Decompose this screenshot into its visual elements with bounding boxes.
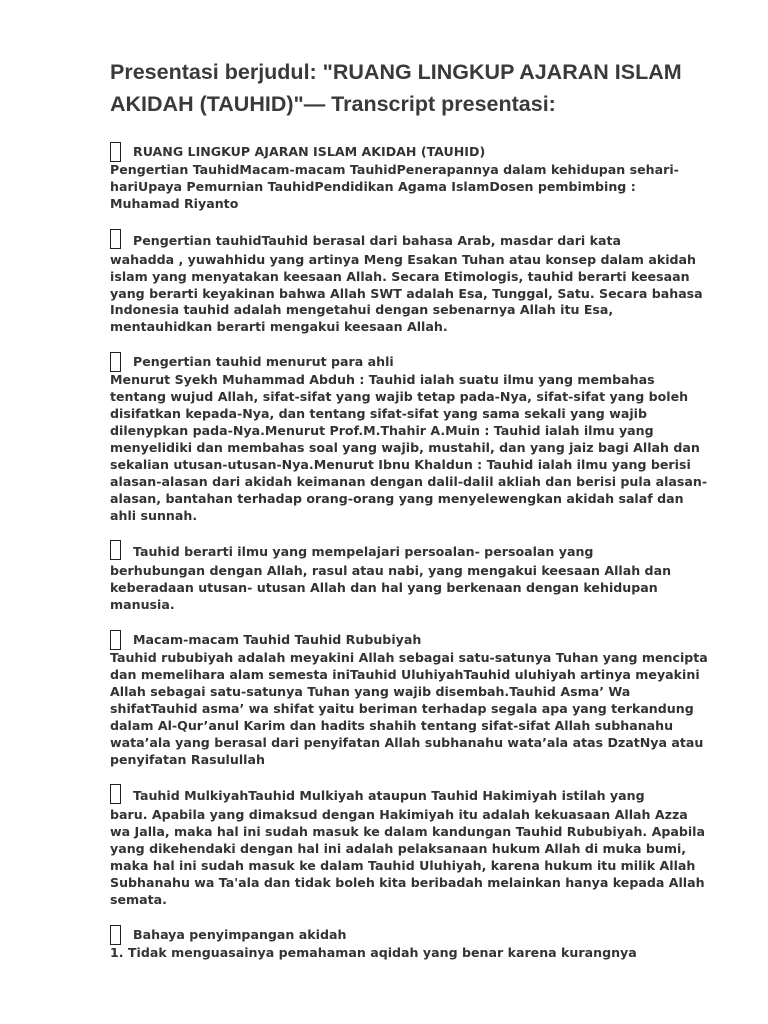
section-body: Menurut Syekh Muhammad Abduh : Tauhid ialah suatu ilmu yang membahas tentang wujud Allah, sifat-sifat yang wajib tetap pada-Nya, sifat-sifat yang boleh disifatkan kepada-Nya, dan tentang sifat-sifat yang sama sekali yang wajib dilenypkan pada-Nya.Menurut Prof.M.Thahir A.Muin : Tauhid ialah ilmu yang menyelidiki dan membahas soal yang wajib, mustahil, dan yang jaiz bagi Allah dan sekalian utusan-utusan-Nya.Menurut Ibnu Khaldun : Tauhid ialah ilmu yang berisi alasan-alasan dari akidah keimanan dengan dalil-dalil akliah dan berisi pula alasan- alasan, bantahan terhadap orang-orang yang menyelewengkan akidah salaf dan ahli sunnah. <box>110 372 708 523</box>
slide-section <box>110 542 708 614</box>
missing-glyph-box-icon <box>110 229 121 249</box>
slide-section <box>110 354 708 524</box>
section-heading: Tauhid MulkiyahTauhid Mulkiyah ataupun Tauhid Hakimiyah istilah yang <box>133 788 645 804</box>
missing-glyph-box-icon <box>110 925 121 945</box>
missing-glyph-box-icon <box>110 784 121 804</box>
section-body: Tauhid rububiyah adalah meyakini Allah sebagai satu-satunya Tuhan yang mencipta dan memelihara alam semesta iniTauhid UluhiyahTauhid uluhiyah artinya meyakini Allah sebagai satu-satunya Tuhan yang wajib disembah.Tauhid Asma’ Wa shifatTauhid asma’ wa shifat yaitu beriman terhadap segala apa yang terkandung dalam Al-Qur’anul Karim dan hadits shahih tentang sifat-sifat Allah subhanahu wata’ala yang berasal dari penyifatan Allah subhanahu wata’ala atas DzatNya atau penyifatan Rasulullah <box>110 650 708 767</box>
section-heading: Pengertian tauhid menurut para ahli <box>133 354 394 370</box>
slide-section <box>110 632 708 768</box>
missing-glyph-box-icon <box>110 352 121 372</box>
missing-glyph-box-icon <box>110 540 121 560</box>
slide-section <box>110 786 708 908</box>
section-heading: RUANG LINGKUP AJARAN ISLAM AKIDAH (TAUHID) <box>133 144 486 159</box>
slide-section <box>110 231 708 337</box>
section-body: berhubungan dengan Allah, rasul atau nabi, yang mengakui keesaan Allah dan keberadaan utusan- utusan Allah dan hal yang berkenaan dengan kehidupan manusia. <box>110 563 672 613</box>
section-body: wahadda , yuwahhidu yang artinya Meng Esakan Tuhan atau konsep dalam akidah islam yang menyatakan keesaan Allah. Secara Etimologis, tauhid berarti keesaan yang berarti keyakinan bahwa Allah SWT adalah Esa, Tunggal, Satu. Secara bahasa Indonesia tauhid adalah mengetahui dengan sebenarnya Allah itu Esa, mentauhidkan berarti mengakui keesaan Allah. <box>110 251 703 335</box>
section-heading: Macam-macam Tauhid Tauhid Rububiyah <box>133 632 422 648</box>
slide-section <box>110 927 708 962</box>
section-body: baru. Apabila yang dimaksud dengan Hakimiyah itu adalah kekuasaan Allah Azza wa Jalla, maka hal ini sudah masuk ke dalam kandungan Tauhid Rububiyah. Apabila yang dikehendaki dengan hal ini adalah pelaksanaan hukum Allah di muka bumi, maka hal ini sudah masuk ke dalam Tauhid Uluhiyah, karena hukum itu milik Allah Subhanahu wa Ta'ala dan tidak boleh kita beribadah melainkan hanya kepada Allah semata. <box>110 807 705 907</box>
page-title: Presentasi berjudul: "RUANG LINGKUP AJARAN ISLAM AKIDAH (TAUHID)"— Transcript presentasi: <box>110 60 682 116</box>
section-body: Pengertian TauhidMacam-macam TauhidPenerapannya dalam kehidupan sehari-hariUpaya Pemurnian TauhidPendidikan Agama IslamDosen pembimbing : Muhamad Riyanto <box>110 162 679 211</box>
missing-glyph-box-icon <box>110 142 121 162</box>
missing-glyph-box-icon <box>110 630 121 650</box>
section-heading: Pengertian tauhidTauhid berasal dari bahasa Arab, masdar dari kata <box>133 232 622 248</box>
section-body: 1. Tidak menguasainya pemahaman aqidah yang benar karena kurangnya <box>110 944 637 960</box>
section-heading: Tauhid berarti ilmu yang mempelajari persoalan- persoalan yang <box>133 544 594 560</box>
slide-section <box>110 144 708 213</box>
section-heading: Bahaya penyimpangan akidah <box>133 926 347 942</box>
